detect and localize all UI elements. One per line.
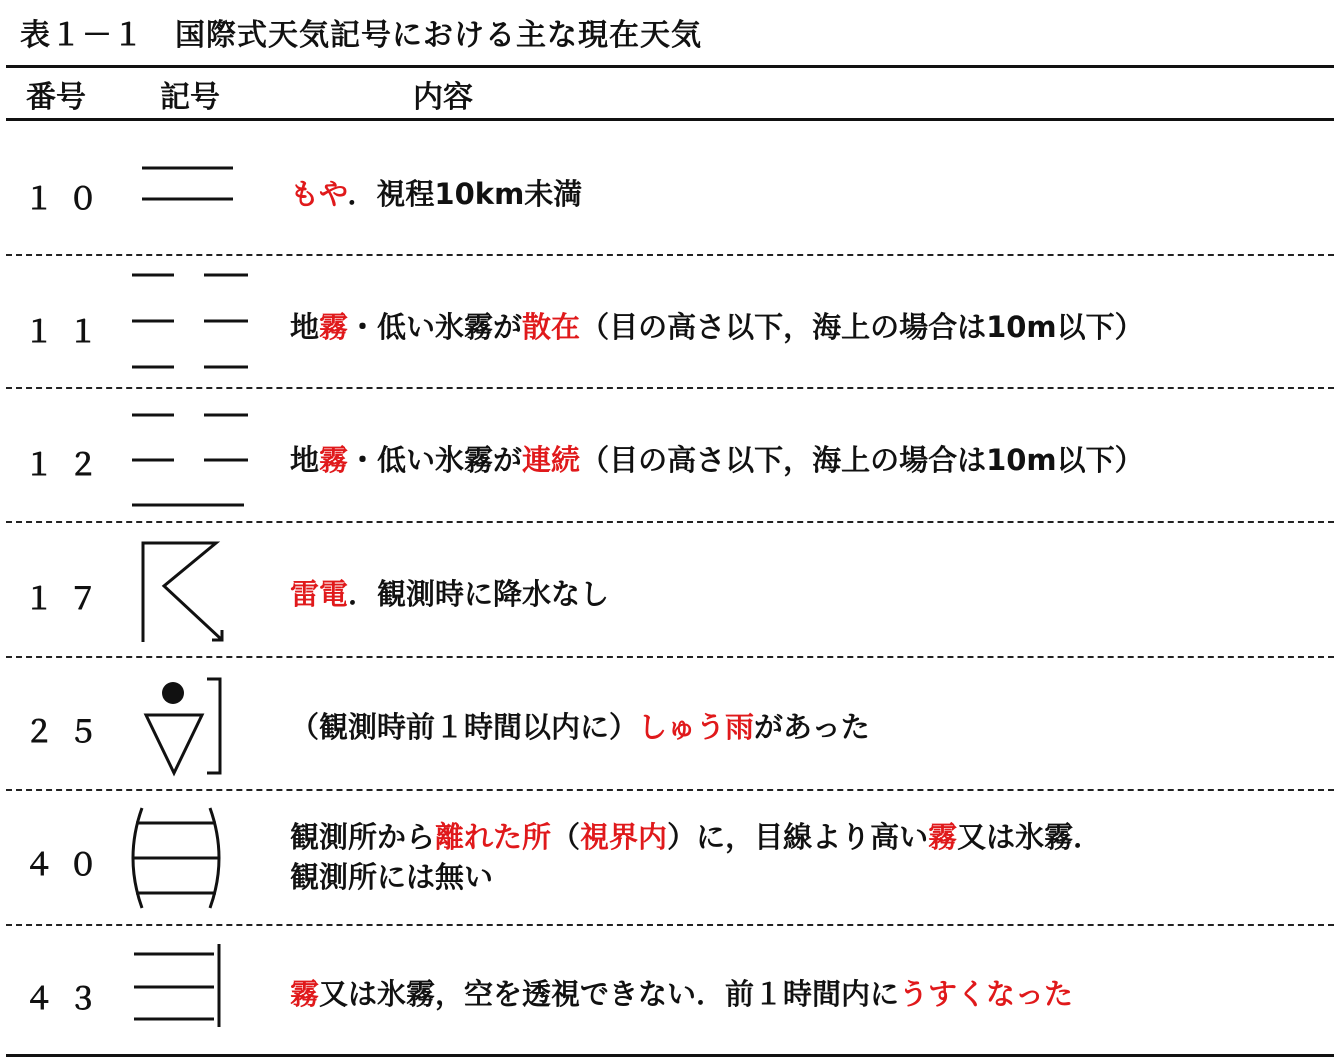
description-text: 又は氷霧，空を透視できない．前１時間内に [319, 977, 900, 1011]
description-text: ．視程10km未満 [347, 177, 583, 211]
row-number: ４０ [24, 848, 112, 883]
description-text: 地 [290, 443, 320, 477]
header-symbol: 記号 [160, 80, 220, 115]
description-text: （観測時前１時間以内に） [290, 710, 639, 744]
shallow-fog-continuous-symbol-icon [128, 403, 258, 515]
description-line [290, 174, 582, 214]
description-line [290, 440, 1144, 480]
description-line [290, 307, 1144, 347]
description-text: ）に，目線より高い [667, 820, 929, 854]
highlight-text: 連続 [522, 443, 581, 477]
row-description [290, 707, 870, 747]
table-title: 表１－１ 国際式天気記号における主な現在天気 [20, 18, 702, 53]
fog-thinning-sky-invisible-symbol-icon [128, 940, 228, 1030]
description-line [290, 707, 870, 747]
description-text: （目の高さ以下，海上の場合は10m以下） [580, 443, 1144, 477]
row-number: １０ [24, 182, 112, 217]
row-divider [6, 924, 1334, 926]
top-rule [6, 65, 1334, 68]
row-number: ４３ [24, 982, 112, 1017]
description-text: ．観測時に降水なし [348, 577, 610, 611]
row-number: １２ [24, 448, 112, 483]
description-text: （目の高さ以下，海上の場合は10m以下） [580, 310, 1144, 344]
description-text: があった [754, 710, 870, 744]
row-description [290, 307, 1144, 347]
bottom-rule [6, 1054, 1334, 1057]
highlight-text: 霧 [290, 977, 320, 1011]
highlight-text: 霧 [319, 443, 349, 477]
row-description [290, 574, 609, 614]
description-text: ・低い氷霧が [348, 443, 523, 477]
highlight-text: 離れた所 [435, 820, 552, 854]
header-number: 番号 [26, 80, 86, 115]
highlight-text: 霧 [319, 310, 349, 344]
row-number: ２５ [24, 715, 112, 750]
description-text: 又は氷霧． [957, 820, 1103, 854]
description-line [290, 574, 609, 614]
header-content: 内容 [413, 80, 473, 115]
shallow-fog-patches-symbol-icon [128, 265, 258, 380]
description-text: 観測所から [290, 820, 436, 854]
highlight-text: 散在 [522, 310, 581, 344]
highlight-text: うすくなった [899, 977, 1074, 1011]
highlight-text: 霧 [928, 820, 958, 854]
highlight-text: 雷電 [290, 577, 349, 611]
description-line [290, 974, 1073, 1014]
fog-at-distance-symbol-icon [122, 802, 232, 914]
description-line: 観測所には無い [290, 860, 494, 894]
row-description [290, 974, 1073, 1014]
row-description [290, 174, 582, 214]
mist-symbol-icon [135, 160, 245, 210]
highlight-text: もや [290, 177, 348, 211]
highlight-text: しゅう雨 [638, 710, 755, 744]
description-line [290, 817, 1102, 857]
description-text: （ [551, 820, 581, 854]
description-text: ・低い氷霧が [348, 310, 523, 344]
highlight-text: 視界内 [580, 820, 668, 854]
table-header [0, 72, 1337, 115]
thunderstorm-symbol-icon [136, 536, 236, 648]
row-number: １１ [24, 315, 112, 350]
row-description [290, 440, 1144, 480]
description-text: 地 [290, 310, 320, 344]
row-divider [6, 387, 1334, 389]
row-divider [6, 789, 1334, 791]
row-description [290, 817, 1102, 897]
row-number: １７ [24, 582, 112, 617]
rain-shower-past-hour-symbol-icon [136, 672, 236, 782]
row-divider [6, 254, 1334, 256]
row-divider [6, 656, 1334, 658]
row-divider [6, 521, 1334, 523]
header-rule [6, 118, 1334, 121]
